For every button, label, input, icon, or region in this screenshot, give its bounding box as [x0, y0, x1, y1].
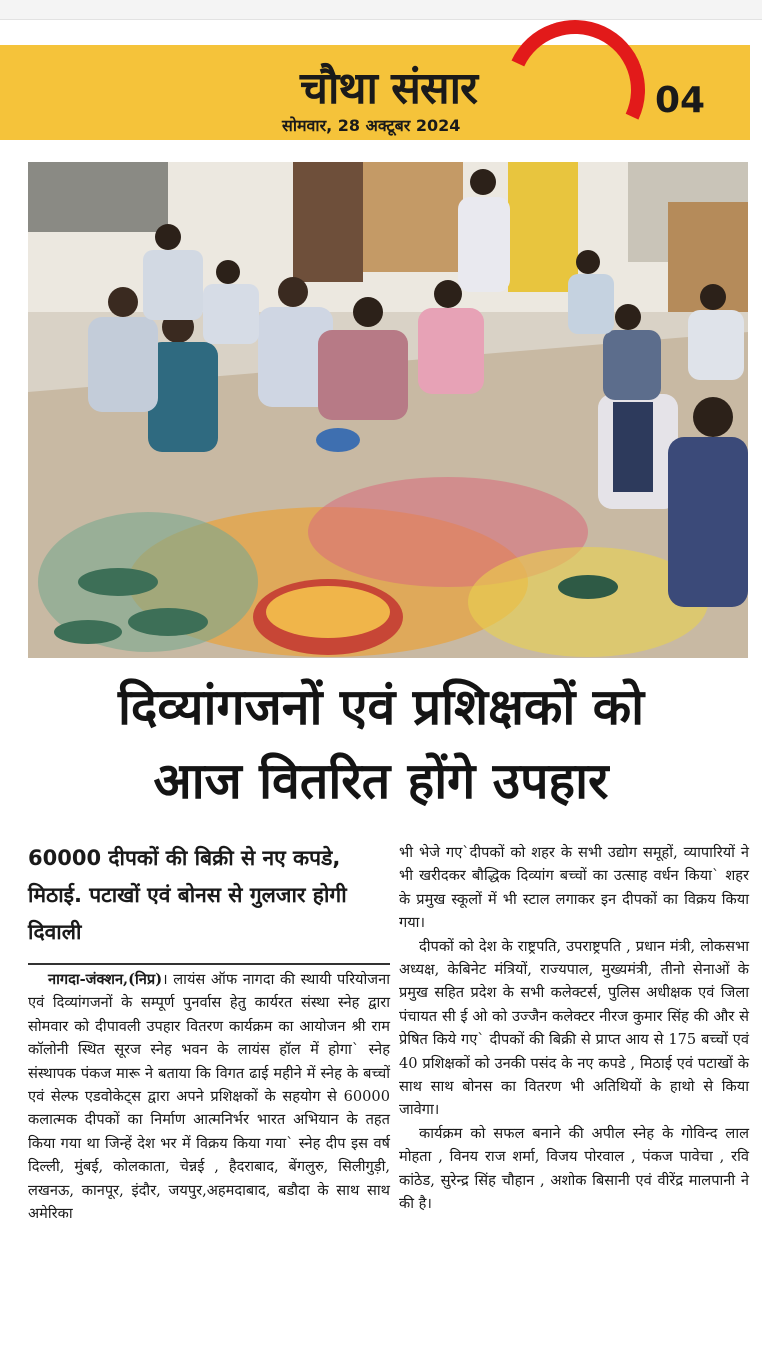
news-photo — [28, 162, 748, 658]
masthead-ring-graphic — [485, 0, 664, 179]
article-column-right — [399, 841, 749, 1216]
page-number: 04 — [655, 80, 706, 121]
article-column-left — [28, 968, 390, 1225]
article-paragraph: दीपकों को देश के राष्ट्रपति, उपराष्ट्रपति , प्रधान मंत्री, लोकसभा अध्यक्ष, केबिनेट मंत्रियों, राज्यपाल, मुख्यमंत्री, तीनो सेनाओं के प्रमुख सहित प्रदेश के सभी कलेक्टर्स, पुलिस अधीक्षक एवं जिला पंचायत सी ई ओ को उज्जैन कलेक्टर नीरज कुमार सिंह की और से प्रेषित किये गए` दीपकों की बिक्री से प्राप्त आय से 175 बच्चों एवं 40 प्रशिक्षकों को उनकी पसंद के नए कपडे , मिठाई एवं पटाखों के साथ साथ बोनस का वितरण भी अतिथियों के हाथो से किया जावेगा। — [399, 937, 749, 1119]
headline — [0, 670, 762, 818]
article-left-text: । लायंस ऑफ नागदा की स्थायी परियोजना एवं दिव्यांगजनों के सम्पूर्ण पुनर्वास हेतु कार्यरत संस्था स्नेह द्वारा सोमवार को दीपावली उपहार वितरण कार्यक्रम का आयोजन श्री राम कॉलोनी स्थित सूरज स्नेह भवन के लायंस हॉल में होगा` स्नेह संस्थापक पंकज मारू ने बताया कि विगत ढाई महीने में स्नेह के बच्चों एवं सेल्फ एडवोकेट्स द्वारा अपने प्रशिक्षकों के सहयोग से 60000 कलात्मक दीपकों का निर्माण आत्मनिर्भर भारत अभियान के तहत किया गया था जिन्हें देश भर में विक्रय किया गया` स्नेह दीप इस वर्ष दिल्ली, मुंबई, कोलकाता, चेन्नई , हैदराबाद, बेंगलुरु, सिलीगुड़ी, लखनऊ, कानपूर, इंदौर, जयपुर,अहमदाबाद, बडौदा के साथ साथ अमेरिका — [28, 971, 390, 1223]
subhead-divider — [28, 963, 390, 965]
subheadline: 60000 दीपकों की बिक्री से नए कपडे, मिठाई. पटाखों एवं बोनस से गुलजार होगी दिवाली — [28, 846, 347, 944]
browser-top-strip — [0, 0, 762, 20]
newspaper-logo: चौथा संसार — [300, 63, 478, 114]
article-paragraph: भी भेजे गए`दीपकों को शहर के सभी उद्योग समूहों, व्यापारियों ने भी खरीदकर बौद्धिक दिव्यांग बच्चों का उत्साह वर्धन किया` शहर के प्रमुख स्कूलों में भी स्टाल लगाकर इन दीपकों का विक्रय किया गया। — [399, 844, 749, 932]
issue-date: सोमवार, 28 अक्टूबर 2024 — [282, 116, 461, 135]
article-paragraph: कार्यक्रम को सफल बनाने की अपील स्नेह के गोविन्द लाल मोहता , विनय राज शर्मा, विजय पोरवाल , पंकज पावेचा , रवि कांठेड, सुरेन्द्र सिंह चौहान , अशोक बिसानी एवं वीरेंद्र मालपानी ने की है। — [399, 1124, 749, 1213]
article-dateline: नागदा-जंक्शन,(निप्र) — [48, 971, 163, 988]
headline-line-1: दिव्यांगजनों एवं प्रशिक्षकों को — [117, 678, 645, 736]
headline-line-2: आज वितरित होंगे उपहार — [153, 752, 609, 810]
